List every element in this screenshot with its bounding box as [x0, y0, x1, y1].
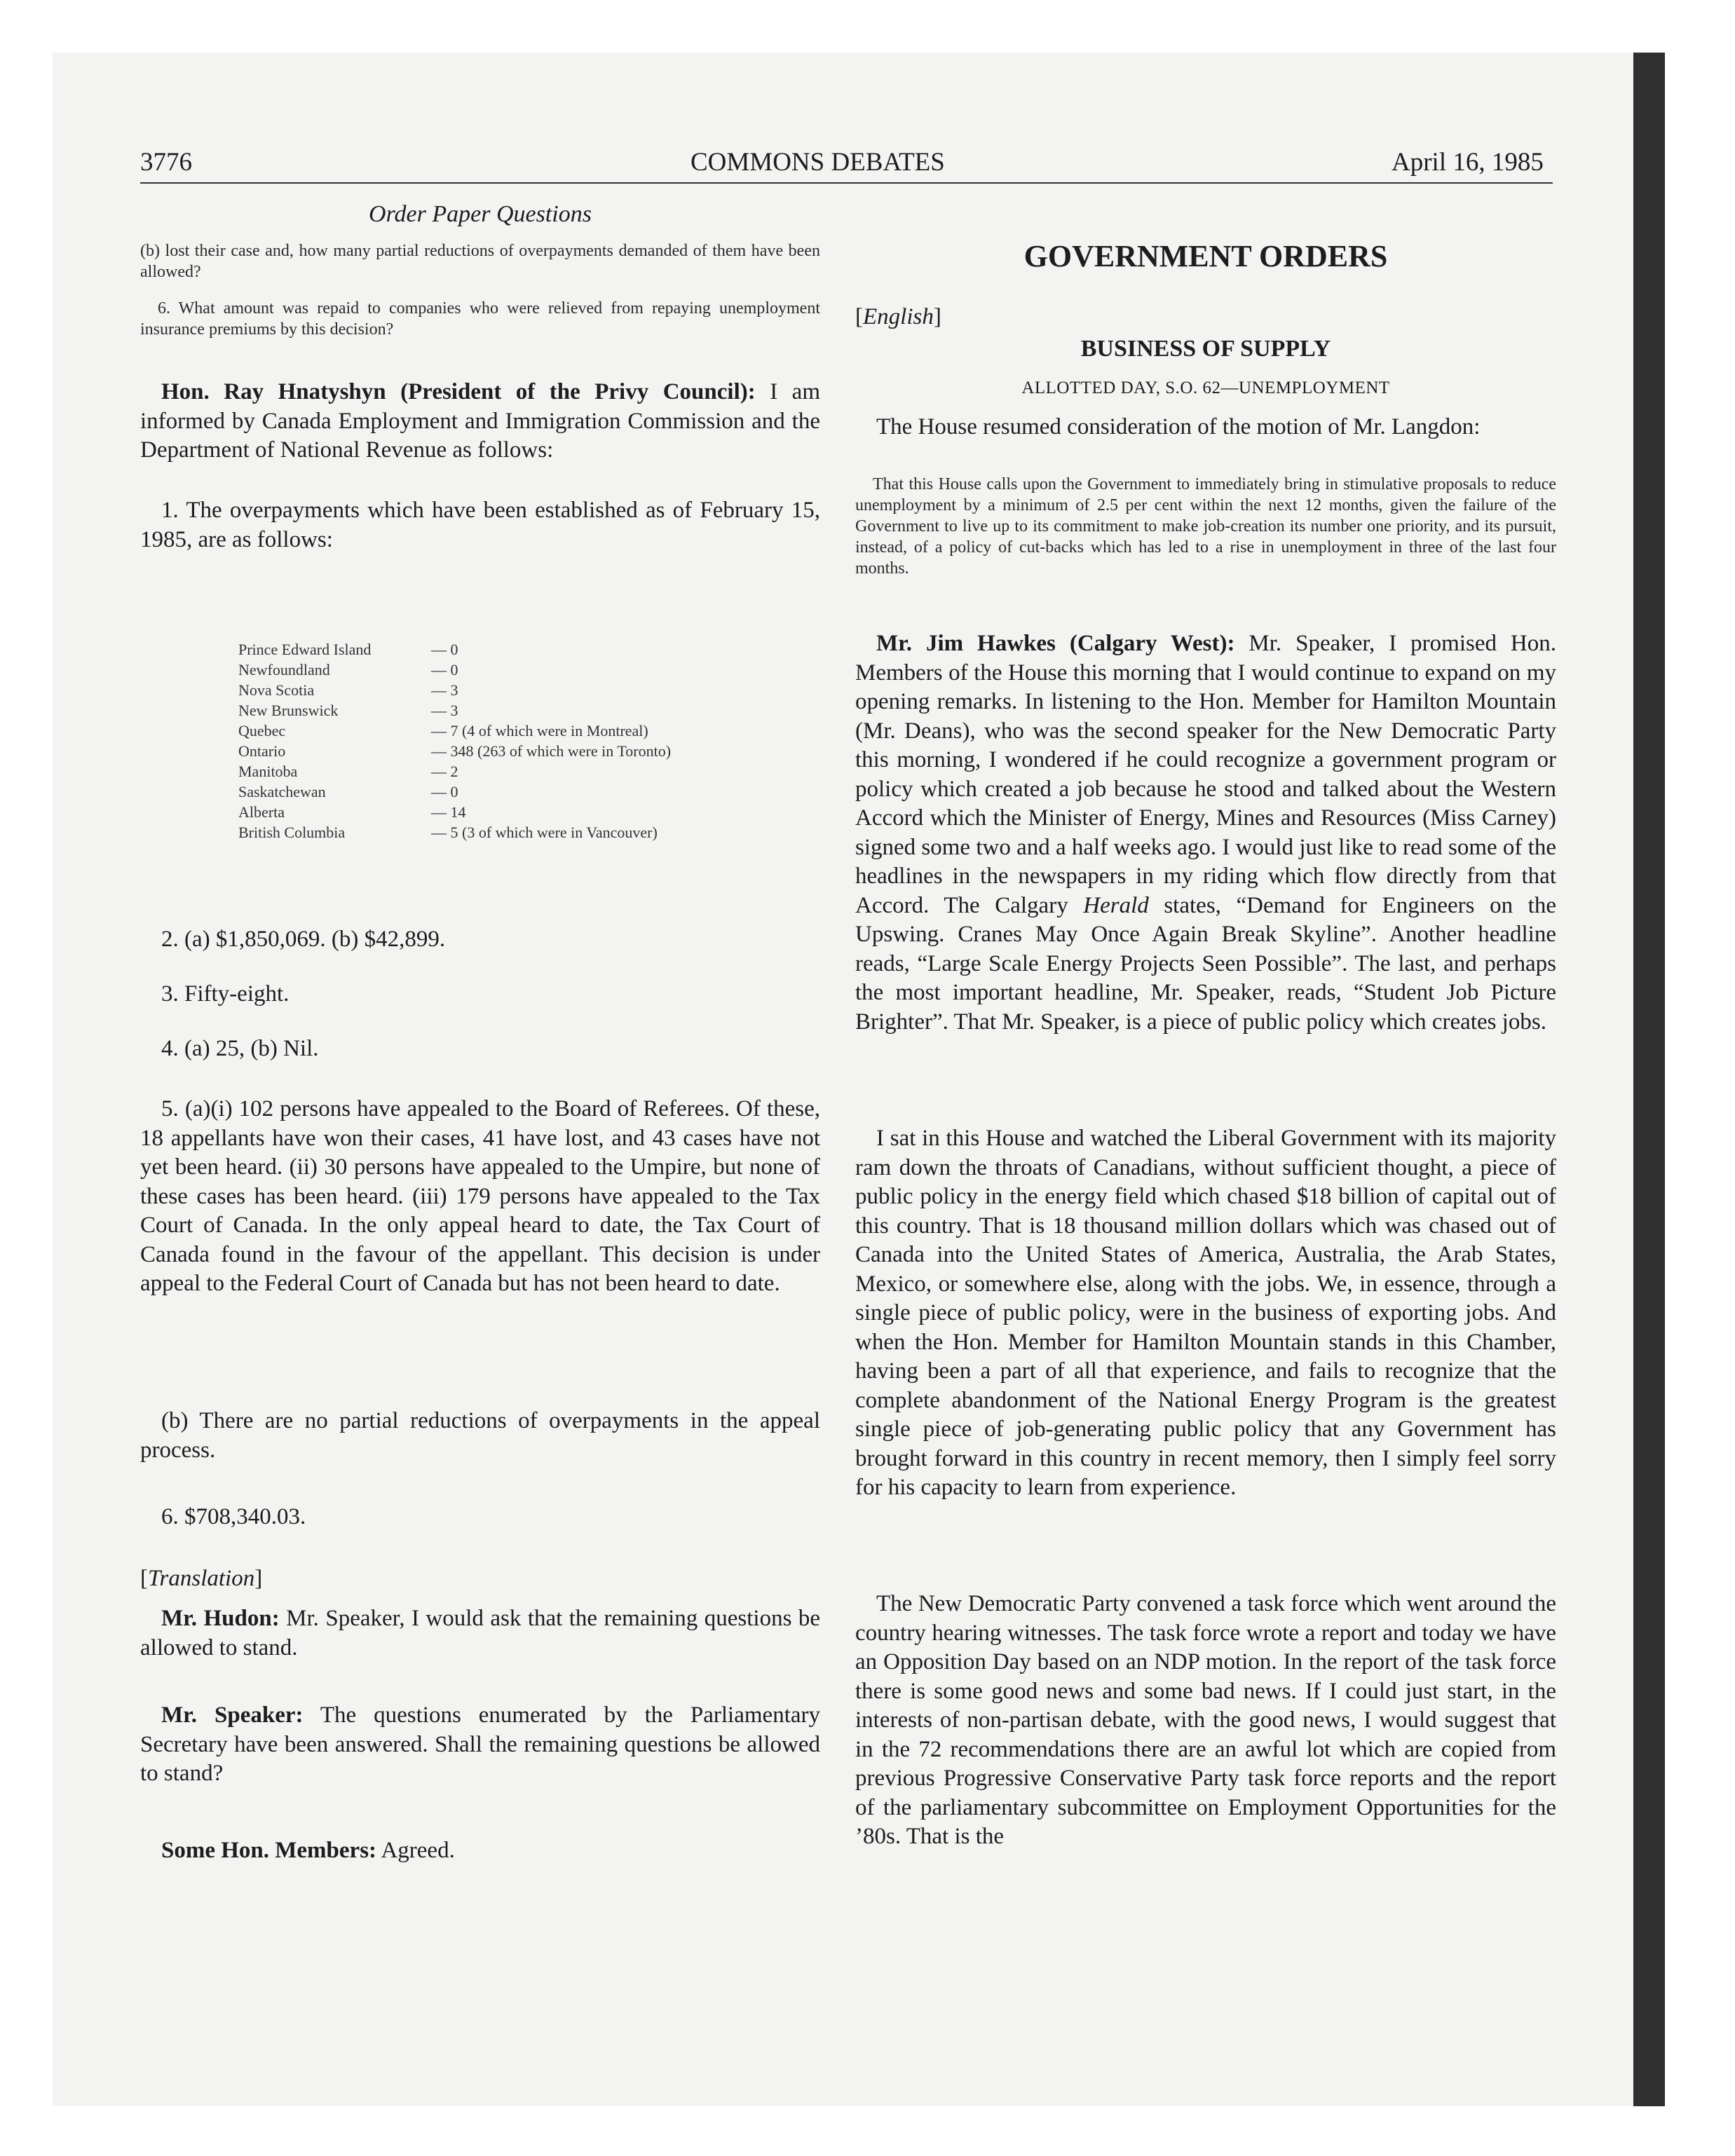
overpayments-table	[238, 639, 671, 842]
table-row: New Brunswick — 3	[238, 702, 458, 719]
answer-item-5: 5. (a)(i) 102 persons have appealed to the Board of Referees. Of these, 18 appellants have won their cases, 41 have lost, and 43 cases have not yet been heard. (ii) 30 persons have appealed to the Umpire, but none of these cases has been heard. (iii) 179 persons have appealed to the Tax Court of Canada. In the only appeal heard to date, the Tax Court of Canada found in the favour of the appellant. This decision is under appeal to the Federal Court of Canada but has not been heard to date.	[140, 1096, 820, 1296]
table-row: Quebec — 7 (4 of which were in Montreal)	[238, 722, 648, 739]
table-row: Nova Scotia — 3	[238, 681, 458, 699]
answer-item-5b: (b) There are no partial reductions of overpayments in the appeal process.	[140, 1408, 820, 1463]
section-title-government-orders: GOVERNMENT ORDERS	[1023, 239, 1388, 273]
page-date: April 16, 1985	[1392, 148, 1544, 177]
table-row: Prince Edward Island — 0	[238, 641, 458, 658]
question-b: (b) lost their case and, how many partial reductions of overpayments demanded of them have been allowed?	[140, 242, 820, 281]
running-title: COMMONS DEBATES	[690, 148, 945, 177]
english-marker: [English]	[855, 304, 941, 329]
question-6: 6. What amount was repaid to companies who were relieved from repaying unemployment insurance premiums by this decision?	[140, 299, 820, 339]
allotted-day-heading: ALLOTTED DAY, S.O. 62—UNEMPLOYMENT	[1021, 378, 1390, 397]
section-title-order-paper: Order Paper Questions	[369, 201, 592, 227]
page-number: 3776	[140, 148, 192, 177]
hudon-statement: Mr. Hudon: Mr. Speaker, I would ask that the remaining questions be allowed to stand.	[140, 1606, 821, 1660]
speaker-name: Hon. Ray Hnatyshyn (President of the Privy Council):	[161, 379, 756, 404]
answer-intro: Hon. Ray Hnatyshyn (President of the Privy Council): I am informed by Canada Employment and Immigration Commission and the Department of National Revenue as follows:	[140, 379, 820, 463]
table-row: British Columbia — 5 (3 of which were in Vancouver)	[238, 824, 658, 841]
motion-text: That this House calls upon the Government to immediately bring in stimulative proposals to reduce unemployment by a minimum of 2.5 per cent within the next 12 months, given the failure of the Government to live up to its commitment to make job-creation its number one priority, and its pursuit, instead, of a policy of cut-backs which has led to a rise in unemployment in three of the last four months.	[855, 475, 1556, 578]
resumed-consideration: The House resumed consideration of the motion of Mr. Langdon:	[876, 414, 1481, 439]
hawkes-paragraph-2: I sat in this House and watched the Liberal Government with its majority ram down the throats of Canadians, without sufficient thought, a piece of public policy in the energy field which chased $18 billion of capital out of this country. That is 18 thousand million dollars which was chased out of Canada into the United States of America, Australia, the Arab States, Mexico, or somewhere else, along with the jobs. We, in essence, through a single piece of public policy, were in the business of exporting jobs. And when the Hon. Member for Hamilton Mountain stands in this Chamber, having been a part of all that experience, and fails to recognize that the complete abandonment of the National Energy Program is the greatest single piece of job-generating public policy that any Government has brought forward in this country in recent memory, then I simply feel sorry for his capacity to learn from experience.	[855, 1126, 1556, 1500]
table-row: Alberta — 14	[238, 803, 466, 821]
header-rule	[140, 182, 1553, 184]
answer-item-2: 2. (a) $1,850,069. (b) $42,899.	[161, 927, 446, 952]
table-row: Newfoundland — 0	[238, 661, 458, 678]
subsection-title: BUSINESS OF SUPPLY	[1080, 336, 1331, 362]
binding-edge	[1633, 53, 1665, 2106]
hawkes-paragraph-1: Mr. Jim Hawkes (Calgary West): Mr. Speaker, I promised Hon. Members of the House this morning that I would continue to expand on my opening remarks. In listening to the Hon. Member for Hamilton Mountain (Mr. Deans), who was the second speaker for the New Democratic Party this morning, I wondered if he could recognize a government program or policy which created a job because he stood and talked about the Western Accord which the Minister of Energy, Mines and Resources (Miss Carney) signed some two and a half weeks ago. I would just like to read some of the headlines in the newspapers in my riding which flow directly from that Accord. The Calgary Herald states, “Demand for Engineers on the Upswing. Cranes May Once Again Break Skyline”. Another headline reads, “Large Scale Energy Projects Seen Possible”. The last, and perhaps the most important headline, Mr. Speaker, reads, “Student Job Picture Brighter”. That Mr. Speaker, is a piece of public policy which creates jobs.	[855, 631, 1556, 1035]
table-row: Manitoba — 2	[238, 763, 458, 780]
answer-item-3: 3. Fifty-eight.	[161, 981, 290, 1007]
table-row: Saskatchewan — 0	[238, 783, 458, 800]
translation-marker: [Translation]	[140, 1566, 263, 1591]
answer-item-1: 1. The overpayments which have been established as of February 15, 1985, are as follows:	[140, 498, 820, 552]
speaker-name: Mr. Jim Hawkes (Calgary West):	[876, 631, 1235, 656]
table-row: Ontario — 348 (263 of which were in Toronto)	[238, 742, 672, 760]
members-response: Some Hon. Members: Agreed.	[161, 1838, 455, 1863]
answer-item-6: 6. $708,340.03.	[161, 1504, 306, 1529]
hawkes-paragraph-3: The New Democratic Party convened a task force which went around the country hearing witnesses. The task force wrote a report and today we have an Opposition Day based on an NDP motion. In the report of the task force there is some good news and some bad news. If I could just start, in the interests of non-partisan debate, with the good news, I would suggest that in the 72 recommendations there are an awful lot which are copied from previous Progressive Conservative Party task force reports and the report of the parliamentary subcommittee on Employment Opportunities for the ’80s. That is the	[855, 1591, 1556, 1849]
speaker-statement: Mr. Speaker: The questions enumerated by the Parliamentary Secretary have been answered. Shall the remaining questions be allowed to stand?	[140, 1703, 820, 1786]
answer-item-4: 4. (a) 25, (b) Nil.	[161, 1036, 319, 1061]
